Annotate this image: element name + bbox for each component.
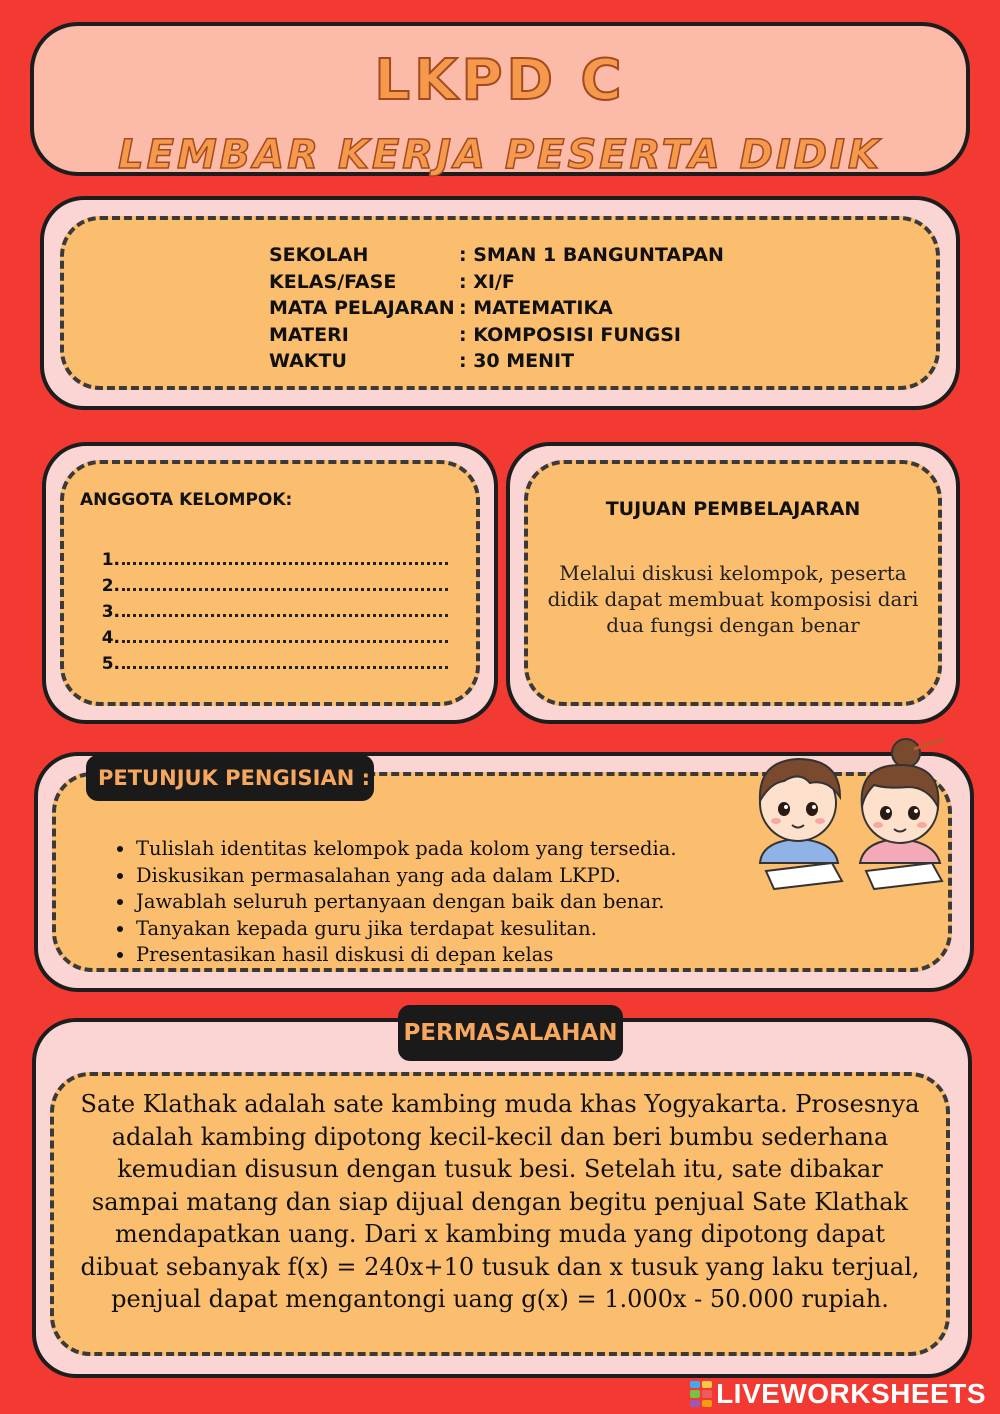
identity-value: : XI/F [459,270,515,293]
identity-label: MATERI [269,323,349,346]
identity-row [269,324,724,351]
page-subtitle: LEMBAR KERJA PESERTA DIDIK [118,132,882,178]
identity-value: : SMAN 1 BANGUNTAPAN [459,244,724,266]
problem-title: PERMASALAHAN [398,1005,623,1061]
identity-row [269,244,724,271]
identity-card [40,196,960,410]
problem-panel [50,1072,950,1356]
identity-label: KELAS/FASE [269,270,397,293]
member-blank[interactable] [122,652,448,669]
identity-row [269,297,724,324]
member-number: 2. [101,576,120,596]
instruction-item: • Presentasikan hasil diskusi di depan kelas [136,942,677,969]
members-card [42,442,498,724]
identity-table [269,244,724,377]
member-blank[interactable] [122,626,448,643]
identity-label: WAKTU [269,350,347,372]
girl-icon [860,739,944,889]
identity-row [269,271,724,298]
problem-card [32,1018,972,1378]
member-number: 4. [101,628,120,648]
identity-value: : MATEMATIKA [459,297,613,319]
page-title: LKPD C [374,48,626,113]
brand-name: LIVEWORKSHEETS [716,1378,986,1409]
title-banner [30,22,970,176]
instruction-item: • Diskusikan permasalahan yang ada dalam LKPD. [136,863,677,890]
identity-label: MATA PELAJARAN [269,297,455,319]
instruction-item: • Tanyakan kepada guru jika terdapat kesulitan. [136,916,677,943]
members-panel [60,460,480,706]
member-line[interactable] [100,574,448,600]
member-line[interactable] [100,600,448,626]
goal-title: TUJUAN PEMBELAJARAN [605,498,861,520]
instructions-title: PETUNJUK PENGISIAN : [86,755,374,801]
goal-card [506,442,960,724]
member-line[interactable] [100,626,448,652]
students-illustration [748,735,954,895]
identity-value: : 30 MENIT [459,350,575,372]
member-number: 1. [101,550,120,570]
instruction-item: • Tulislah identitas kelompok pada kolom yang tersedia. [136,836,677,863]
identity-panel [60,216,940,390]
boy-icon [760,759,842,889]
member-line[interactable] [100,652,448,678]
identity-label: SEKOLAH [269,244,369,266]
member-number: 3. [101,602,120,622]
identity-row [269,350,724,377]
members-list [100,548,448,678]
identity-value: : KOMPOSISI FUNGSI [459,323,681,346]
instructions-list [112,836,677,969]
member-blank[interactable] [122,574,448,591]
member-number: 5. [101,654,120,674]
member-line[interactable] [100,548,448,574]
member-blank[interactable] [122,600,448,617]
problem-text: Sate Klathak adalah sate kambing muda khas Yogyakarta. Prosesnya adalah kambing dipotong kecil-kecil dan beri bumbu sederhana kemudian disusun dengan tusuk besi. Setelah itu, sate dibakar sampai matang dan siap dijual dengan begitu penjual Sate Klathak mendapatkan uang. Dari x kambing muda yang dipotong dapat dibuat sebanyak f(x) = 240x+10 tusuk dan x tusuk yang laku terjual, penjual dapat mengantongi uang g(x) = 1.000x - 50.000 rupiah. [80,1090,920,1313]
logo-icon [690,1381,712,1407]
instruction-item: • Jawablah seluruh pertanyaan dengan baik dan benar. [136,889,677,916]
goal-text: Melalui diskusi kelompok, peserta didik dapat membuat komposisi dari dua fungsi dengan benar [547,561,919,637]
members-title: ANGGOTA KELOMPOK: [80,490,293,510]
liveworksheets-logo[interactable] [690,1377,986,1411]
member-blank[interactable] [122,548,448,565]
goal-panel [524,460,942,706]
